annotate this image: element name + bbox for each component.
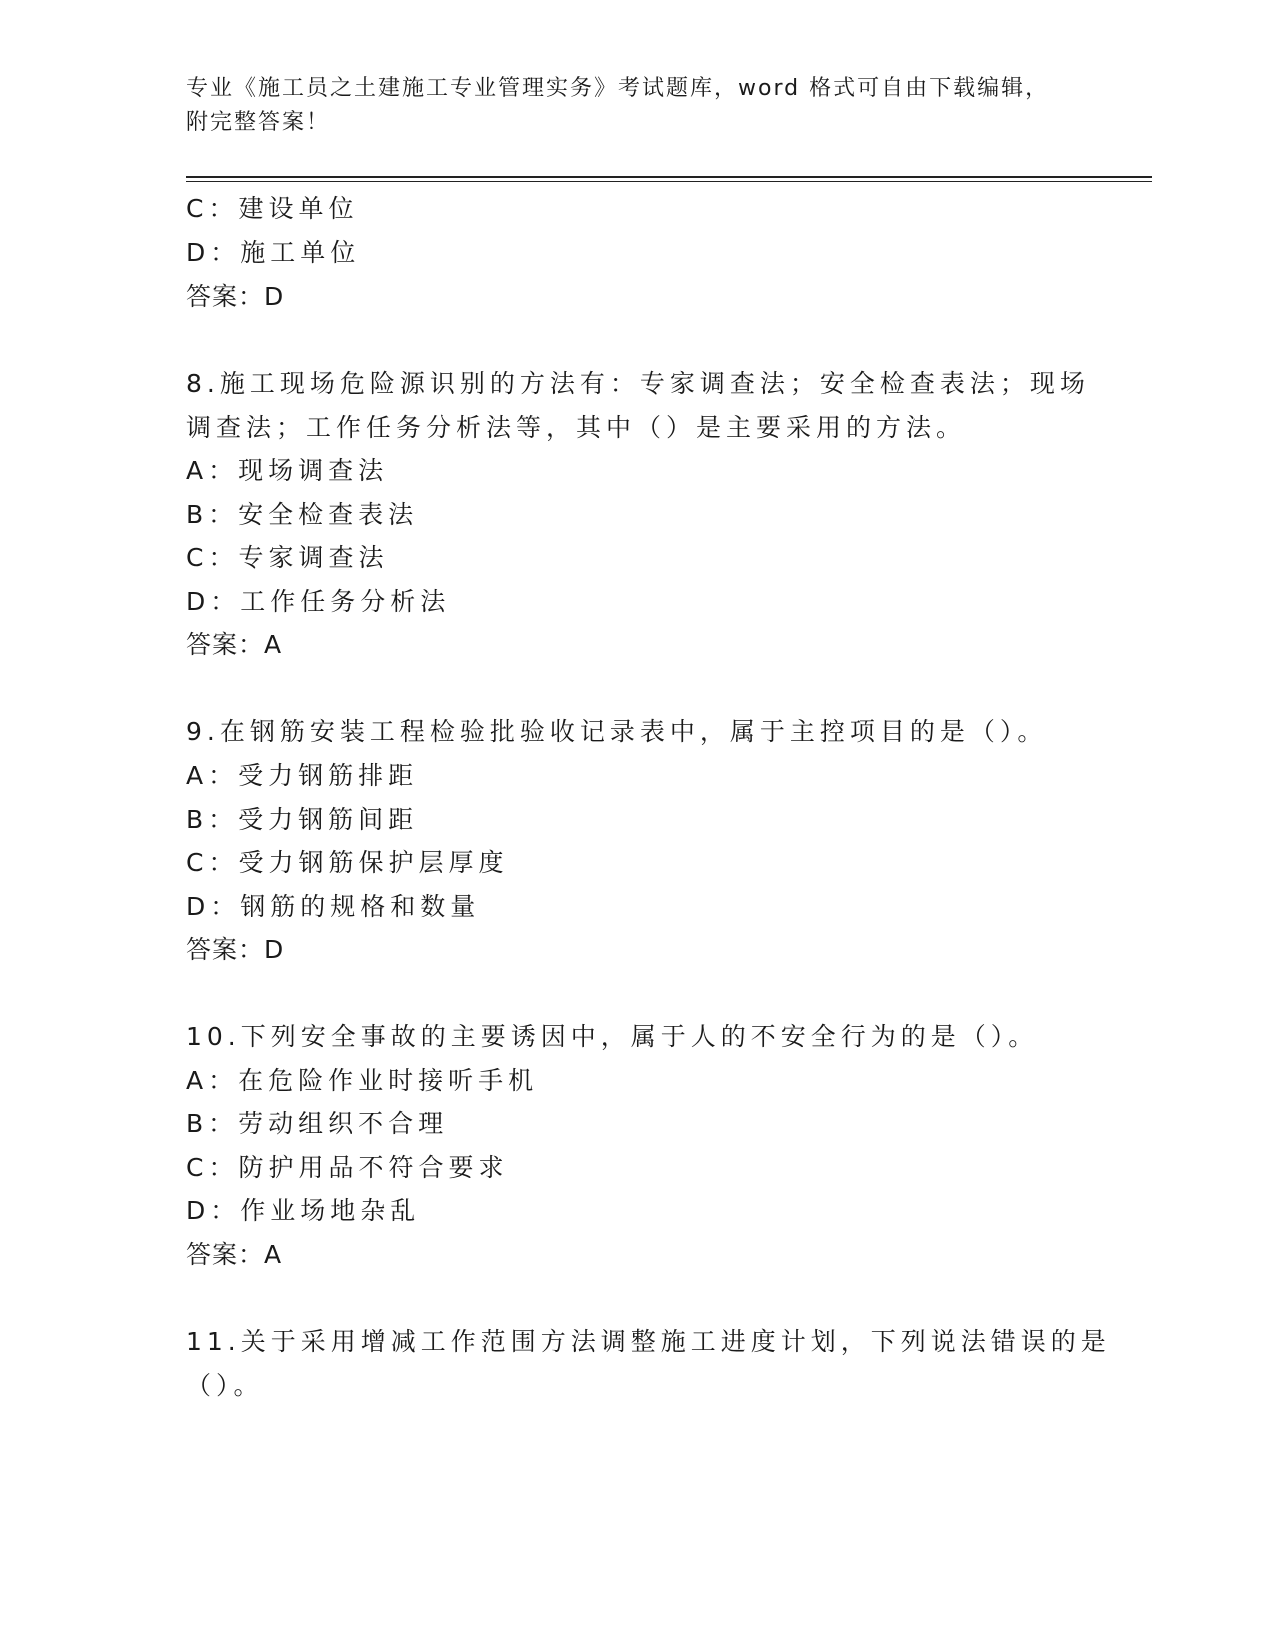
q8-stem-line-2: 调查法；工作任务分析法等，其中（）是主要采用的方法。 [186, 413, 967, 442]
q9-option-d: D：钢筋的规格和数量 [186, 892, 481, 921]
q7-option-c: C：建设单位 [186, 194, 359, 223]
q7-answer: 答案：D [186, 282, 285, 311]
q11-stem-line-2: （）。 [186, 1371, 264, 1400]
q9-option-c: C：受力钢筋保护层厚度 [186, 848, 509, 877]
q8-option-b: B：安全检查表法 [186, 500, 419, 529]
header-line-2: 附完整答案！ [186, 110, 331, 135]
q10-answer: 答案：A [186, 1240, 283, 1269]
q8-option-a: A：现场调查法 [186, 456, 389, 485]
header-line-1: 专业《施工员之土建施工专业管理实务》考试题库，word 格式可自由下载编辑， [186, 76, 1050, 101]
q9-stem-line-1: 9.在钢筋安装工程检验批验收记录表中，属于主控项目的是（）。 [186, 717, 1048, 746]
q10-option-b: B：劳动组织不合理 [186, 1109, 449, 1138]
q8-stem-line-1: 8.施工现场危险源识别的方法有：专家调查法；安全检查表法；现场 [186, 369, 1090, 398]
q9-answer: 答案：D [186, 935, 285, 964]
q8-option-d: D：工作任务分析法 [186, 587, 451, 616]
header-divider-thin [186, 181, 1152, 182]
q10-option-c: C：防护用品不符合要求 [186, 1153, 509, 1182]
q9-option-b: B：受力钢筋间距 [186, 805, 419, 834]
q7-option-d: D：施工单位 [186, 238, 361, 267]
q10-stem-line-1: 10.下列安全事故的主要诱因中，属于人的不安全行为的是（）。 [186, 1022, 1039, 1051]
q9-option-a: A：受力钢筋排距 [186, 761, 419, 790]
document-header [186, 72, 1086, 140]
q8-answer: 答案：A [186, 630, 283, 659]
q10-option-a: A：在危险作业时接听手机 [186, 1066, 539, 1095]
q8-option-c: C：专家调查法 [186, 543, 389, 572]
q11-stem-line-1: 11.关于采用增减工作范围方法调整施工进度计划，下列说法错误的是 [186, 1327, 1111, 1356]
header-divider-thick [186, 176, 1152, 178]
q10-option-d: D：作业场地杂乱 [186, 1196, 421, 1225]
